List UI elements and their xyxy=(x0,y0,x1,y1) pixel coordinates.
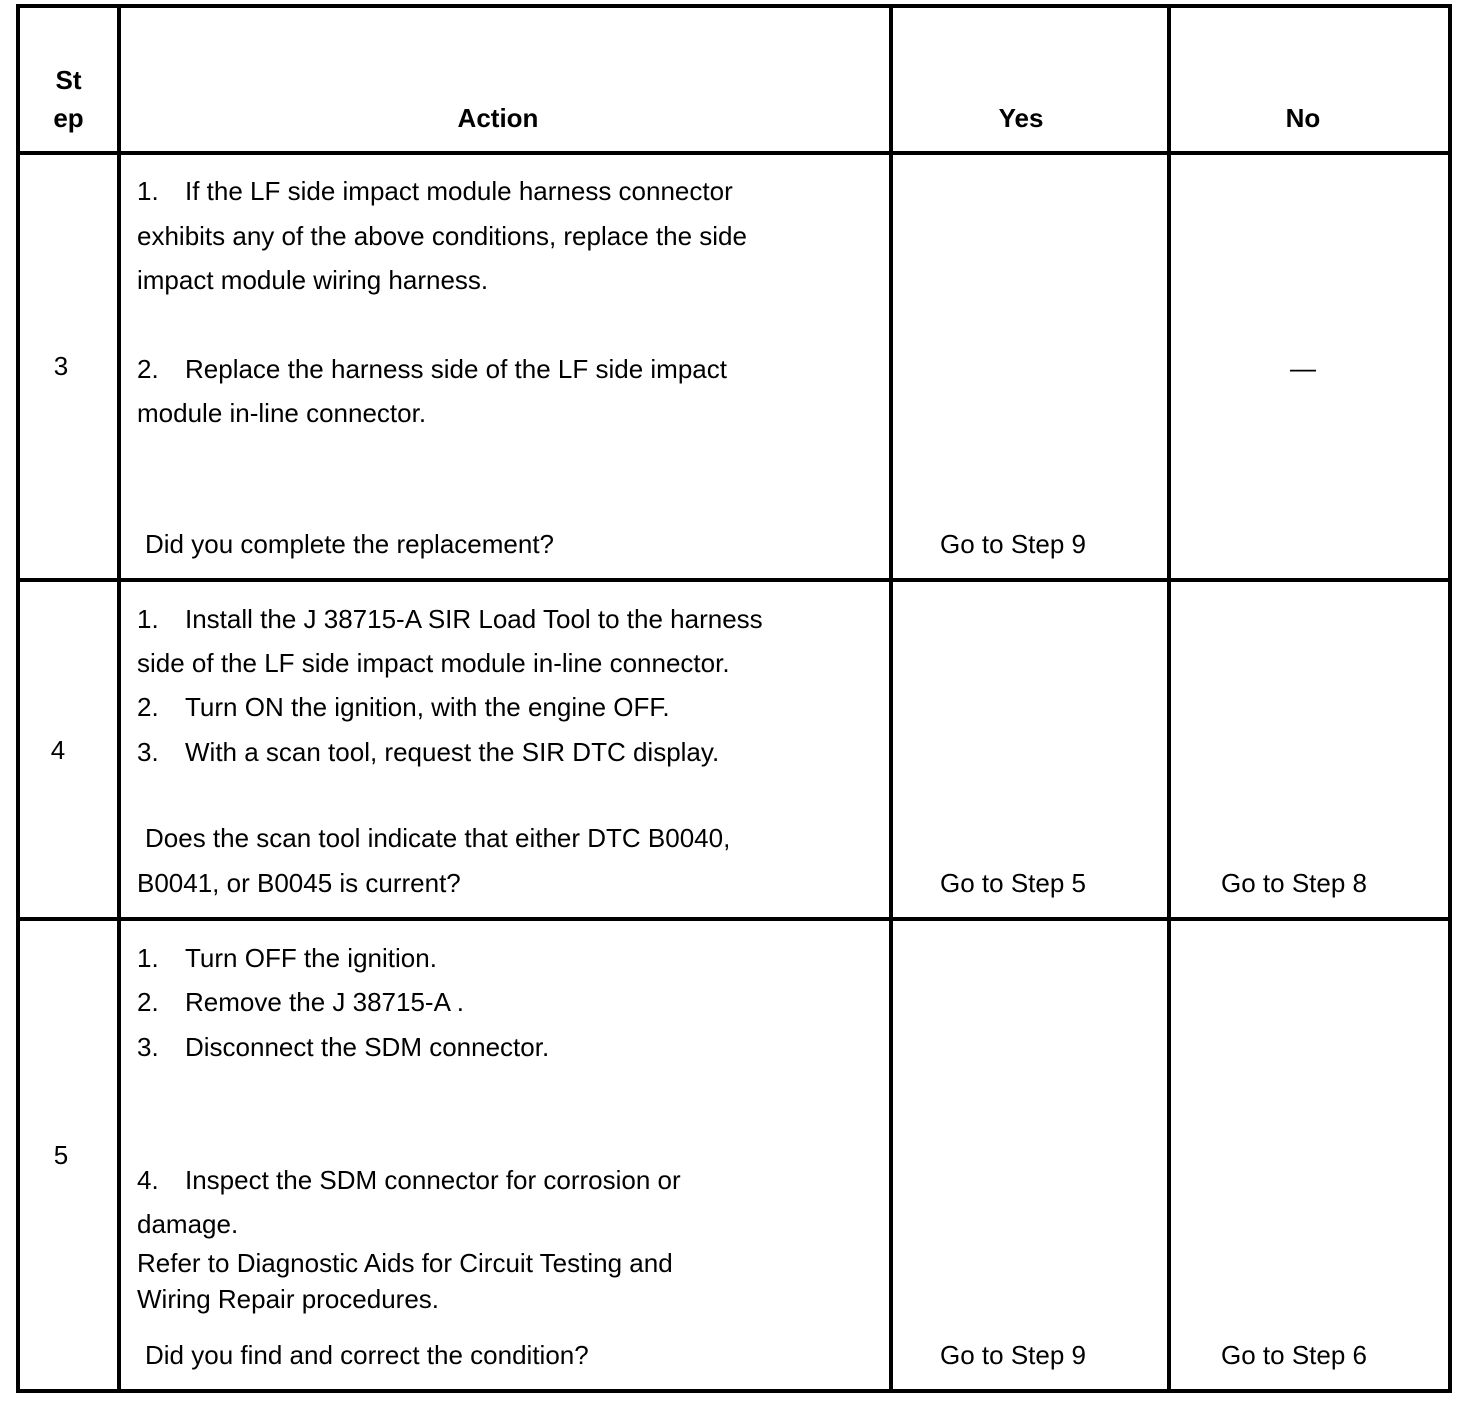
no-result: — xyxy=(1290,353,1316,383)
action-line: Refer to Diagnostic Aids for Circuit Testing and xyxy=(137,1248,673,1278)
question: B0041, or B0045 is current? xyxy=(137,868,461,898)
action-line: module in-line connector. xyxy=(137,398,427,428)
action-line xyxy=(137,936,437,980)
action-line xyxy=(137,1158,681,1202)
yes-result: Go to Step 5 xyxy=(940,868,1086,898)
step-number: 5 xyxy=(53,1140,69,1170)
action-line: Wiring Repair procedures. xyxy=(137,1284,440,1314)
action-line xyxy=(137,347,727,391)
item-number: 4. xyxy=(137,1165,159,1195)
question: Did you complete the replacement? xyxy=(145,529,555,559)
action-line: exhibits any of the above conditions, replace the side xyxy=(137,221,747,251)
item-text: Inspect the SDM connector for corrosion or xyxy=(185,1165,681,1195)
item-text: Install the J 38715-A SIR Load Tool to the harness xyxy=(185,604,763,634)
question: Does the scan tool indicate that either DTC B0040, xyxy=(145,823,731,853)
item-text: Disconnect the SDM connector. xyxy=(185,1032,550,1062)
step-number: 3 xyxy=(53,351,69,381)
item-number: 2. xyxy=(137,987,159,1017)
yes-result: Go to Step 9 xyxy=(940,529,1086,559)
item-number: 3. xyxy=(137,737,159,767)
item-text: Turn ON the ignition, with the engine OFF. xyxy=(185,692,670,722)
item-number: 1. xyxy=(137,176,159,206)
item-text: Remove the J 38715-A . xyxy=(185,987,464,1017)
item-text: With a scan tool, request the SIR DTC display. xyxy=(185,737,720,767)
action-line: damage. xyxy=(137,1209,239,1239)
header-action: Action xyxy=(457,103,539,133)
action-line xyxy=(137,730,719,774)
yes-result: Go to Step 9 xyxy=(940,1340,1086,1370)
item-text: Replace the harness side of the LF side impact xyxy=(185,354,727,384)
item-number: 2. xyxy=(137,692,159,722)
question: Did you find and correct the condition? xyxy=(145,1340,589,1370)
no-result: Go to Step 8 xyxy=(1221,868,1367,898)
action-line xyxy=(137,1025,549,1069)
action-line xyxy=(137,597,763,641)
header-step-line2: ep xyxy=(53,103,84,133)
step-number: 4 xyxy=(50,735,66,765)
item-number: 1. xyxy=(137,943,159,973)
item-number: 1. xyxy=(137,604,159,634)
item-text: If the LF side impact module harness connector xyxy=(185,176,733,206)
no-result: Go to Step 6 xyxy=(1221,1340,1367,1370)
action-line: side of the LF side impact module in-line connector. xyxy=(137,648,730,678)
item-number: 3. xyxy=(137,1032,159,1062)
item-text: Turn OFF the ignition. xyxy=(185,943,437,973)
action-line xyxy=(137,169,733,213)
header-step-line1: St xyxy=(55,65,82,95)
action-line xyxy=(137,980,464,1024)
action-line: impact module wiring harness. xyxy=(137,265,489,295)
action-line xyxy=(137,685,670,729)
header-yes: Yes xyxy=(998,103,1044,133)
item-number: 2. xyxy=(137,354,159,384)
header-no: No xyxy=(1285,103,1321,133)
